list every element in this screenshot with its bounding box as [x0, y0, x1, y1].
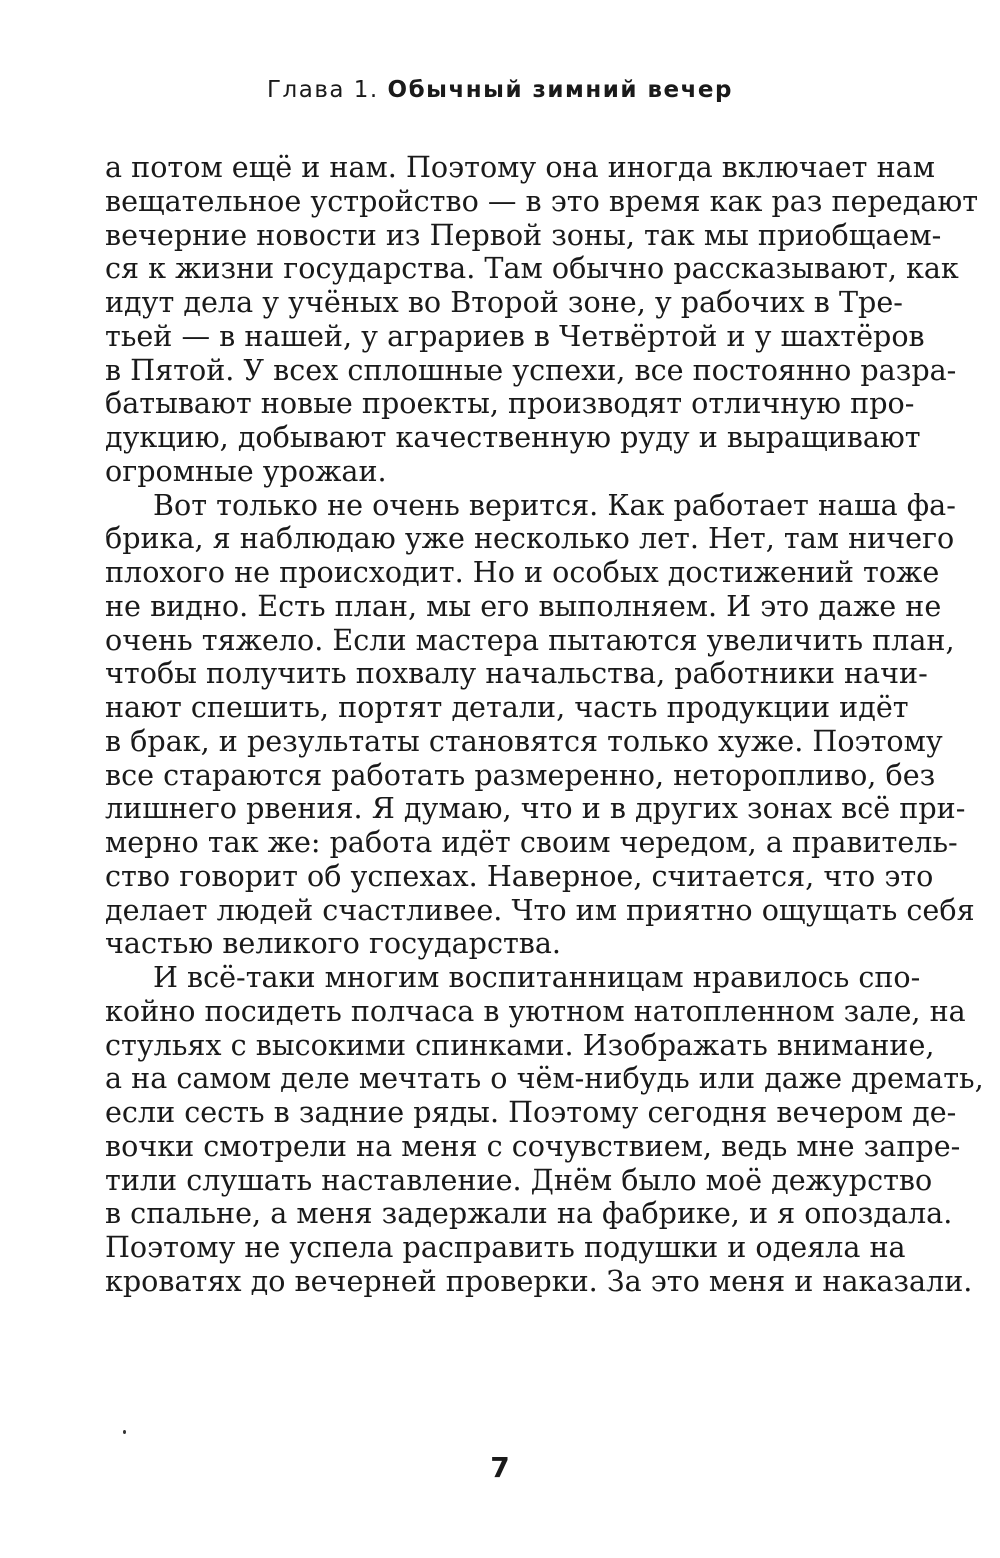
text-line: огромные урожаи. — [105, 453, 387, 488]
body-text — [105, 150, 984, 1299]
chapter-title: Обычный зимний вечер — [387, 77, 733, 103]
text-line: вещательное устройство — в это время как раз передают — [105, 183, 979, 218]
text-line: вочки смотрели на меня с сочувствием, ведь мне запре- — [105, 1128, 961, 1163]
text-line: в Пятой. У всех сплошные успехи, все постоянно разра- — [105, 352, 957, 387]
text-line: а на самом деле мечтать о чём-нибудь или даже дремать, — [105, 1061, 984, 1096]
text-line: в брак, и результаты становятся только хуже. Поэтому — [105, 723, 943, 758]
text-line: кроватях до вечерней проверки. За это меня и наказали. — [105, 1263, 973, 1298]
text-line: не видно. Есть план, мы его выполняем. И это даже не — [105, 588, 942, 623]
text-line: койно посидеть полчаса в уютном натопленном зале, на — [105, 993, 966, 1028]
text-line: стульях с высокими спинками. Изображать внимание, — [105, 1027, 935, 1062]
text-line: чтобы получить похвалу начальства, работники начи- — [105, 656, 928, 691]
text-line: тьей — в нашей, у аграриев в Четвёртой и у шахтёров — [105, 318, 925, 353]
text-line: если сесть в задние ряды. Поэтому сегодня вечером де- — [105, 1095, 957, 1129]
text-line: ся к жизни государства. Там обычно рассказывают, как — [105, 251, 959, 286]
page-number: 7 — [490, 1451, 510, 1484]
text-line: а потом ещё и нам. Поэтому она иногда включает нам — [105, 150, 935, 184]
text-line: частью великого государства. — [105, 926, 562, 961]
text-line: тили слушать наставление. Днём было моё дежурство — [105, 1162, 933, 1197]
text-line: вечерние новости из Первой зоны, так мы приобщаем- — [105, 217, 942, 252]
text-line: идут дела у учёных во Второй зоне, у рабочих в Тре- — [105, 285, 903, 319]
text-line: в спальне, а меня задержали на фабрике, и я опоздала. — [105, 1196, 953, 1231]
paragraph-1 — [105, 150, 979, 489]
text-line: делает людей счастливее. Что им приятно ощущать себя — [105, 892, 975, 927]
text-line: Поэтому не успела расправить подушки и одеяла на — [105, 1230, 906, 1264]
chapter-number: Глава 1. — [267, 77, 379, 103]
text-line: ство говорит об успехах. Наверное, считается, что это — [105, 858, 934, 893]
running-head — [0, 72, 1000, 108]
text-line: Вот только не очень верится. Как работает наша фа- — [153, 487, 956, 522]
text-line: батывают новые проекты, производят отличную про- — [105, 386, 915, 421]
print-speck — [123, 1430, 126, 1434]
text-line: брика, я наблюдаю уже несколько лет. Нет, там ничего — [105, 521, 955, 556]
text-line: нают спешить, портят детали, часть продукции идёт — [105, 690, 909, 724]
paragraph-2 — [105, 487, 975, 962]
text-line: лишнего рвения. Я думаю, что и в других зонах всё при- — [105, 791, 966, 826]
paragraph-3 — [105, 960, 984, 1299]
text-line: мерно так же: работа идёт своим чередом, а правитель- — [105, 825, 958, 859]
text-line: дукцию, добывают качественную руду и выращивают — [105, 420, 921, 454]
text-line: все стараются работать размеренно, неторопливо, без — [105, 757, 936, 792]
text-line: очень тяжело. Если мастера пытаются увеличить план, — [105, 622, 955, 657]
text-line: И всё-таки многим воспитанницам нравилось спо- — [153, 960, 921, 994]
text-line: плохого не происходит. Но и особых достижений тоже — [105, 555, 940, 589]
